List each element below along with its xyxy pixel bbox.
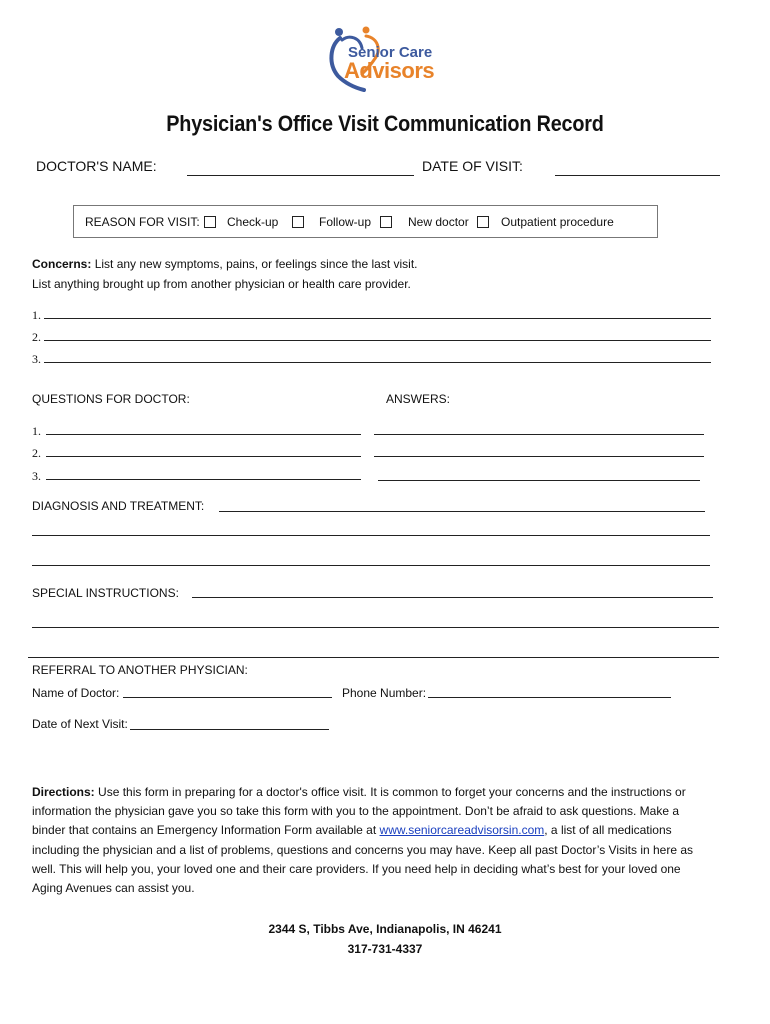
directions-paragraph [32, 783, 712, 898]
concern-number-2: 2. [32, 330, 41, 344]
questions-label: QUESTIONS FOR DOCTOR: [32, 392, 190, 406]
new-doctor-checkbox[interactable] [380, 216, 392, 228]
concern-line-2[interactable] [44, 340, 711, 341]
question-line-3[interactable] [46, 479, 361, 480]
next-visit-label: Date of Next Visit: [32, 717, 128, 731]
special-instructions-label: SPECIAL INSTRUCTIONS: [32, 586, 179, 600]
concern-line-3[interactable] [44, 362, 711, 363]
reason-for-visit-label: REASON FOR VISIT: [85, 215, 200, 229]
date-of-visit-label: DATE OF VISIT: [422, 158, 523, 174]
footer-address: 2344 S, Tibbs Ave, Indianapolis, IN 46241 [268, 922, 502, 936]
concerns-text2: List anything brought up from another physician or health care provider. [32, 277, 411, 291]
answer-line-2[interactable] [374, 456, 704, 457]
concern-number-1: 1. [32, 308, 41, 322]
question-line-2[interactable] [46, 456, 361, 457]
concerns-line1 [32, 257, 418, 271]
doctor-name-label: DOCTOR'S NAME: [36, 158, 157, 174]
concern-number-3: 3. [32, 352, 41, 366]
answers-label: ANSWERS: [386, 392, 451, 406]
answer-line-3[interactable] [378, 480, 700, 481]
outpatient-procedure-checkbox[interactable] [477, 216, 489, 228]
special-instructions-line-3[interactable] [28, 657, 719, 658]
question-line-1[interactable] [46, 434, 361, 435]
concern-line-1[interactable] [44, 318, 711, 319]
senior-care-advisors-logo [326, 24, 446, 94]
checkup-checkbox[interactable] [204, 216, 216, 228]
logo-line1: Senior Care [348, 44, 433, 61]
concerns-text1: List any new symptoms, pains, or feelings since the last visit. [94, 257, 418, 271]
question-number-1: 1. [32, 424, 41, 438]
checkup-label: Check-up [227, 215, 279, 229]
page-title: Physician's Office Visit Communication Record [166, 111, 604, 136]
footer-phone: 317-731-4337 [347, 942, 423, 956]
new-doctor-label: New doctor [408, 215, 469, 229]
referral-label: REFERRAL TO ANOTHER PHYSICIAN: [32, 663, 248, 677]
question-number-2: 2. [32, 446, 41, 460]
directions-text-1: Use this form in preparing for a doctor's office visit. It is common to forget your concerns and the instructions or information the physician gave you so take this form with you to the appointment. Don’t be afraid to ask questions. Make a binder that contains an Emergency Information Form available at [32, 785, 686, 838]
phone-number-label: Phone Number: [342, 686, 427, 700]
doctor-name-field[interactable] [187, 175, 414, 176]
diagnosis-line-3[interactable] [32, 565, 710, 566]
follow-up-label: Follow-up [319, 215, 372, 229]
outpatient-procedure-label: Outpatient procedure [501, 215, 614, 229]
concerns-heading: Concerns: [32, 257, 92, 271]
special-instructions-line-2[interactable] [32, 627, 719, 628]
logo-line2: Advisors [344, 58, 435, 83]
date-of-visit-field[interactable] [555, 175, 720, 176]
next-visit-field[interactable] [130, 729, 329, 730]
diagnosis-label: DIAGNOSIS AND TREATMENT: [32, 499, 205, 513]
directions-text-2: , a list of all medications including the physician and a list of problems, questions and concerns you may have. Keep all past Doctor’s Visits in here as well. This will help you, your loved one and their care providers. If you need help in deciding what’s best for your loved one Aging Avenues can assist you. [32, 823, 694, 896]
referral-name-label: Name of Doctor: [32, 686, 120, 700]
referral-name-field[interactable] [123, 697, 332, 698]
diagnosis-line-2[interactable] [32, 535, 710, 536]
diagnosis-line-1[interactable] [219, 511, 705, 512]
question-number-3: 3. [32, 469, 41, 483]
phone-number-field[interactable] [428, 697, 671, 698]
answer-line-1[interactable] [374, 434, 704, 435]
directions-heading: Directions: [32, 785, 95, 799]
website-link[interactable]: www.seniorcareadvisorsin.com [379, 823, 545, 838]
follow-up-checkbox[interactable] [292, 216, 304, 228]
special-instructions-line-1[interactable] [192, 597, 713, 598]
